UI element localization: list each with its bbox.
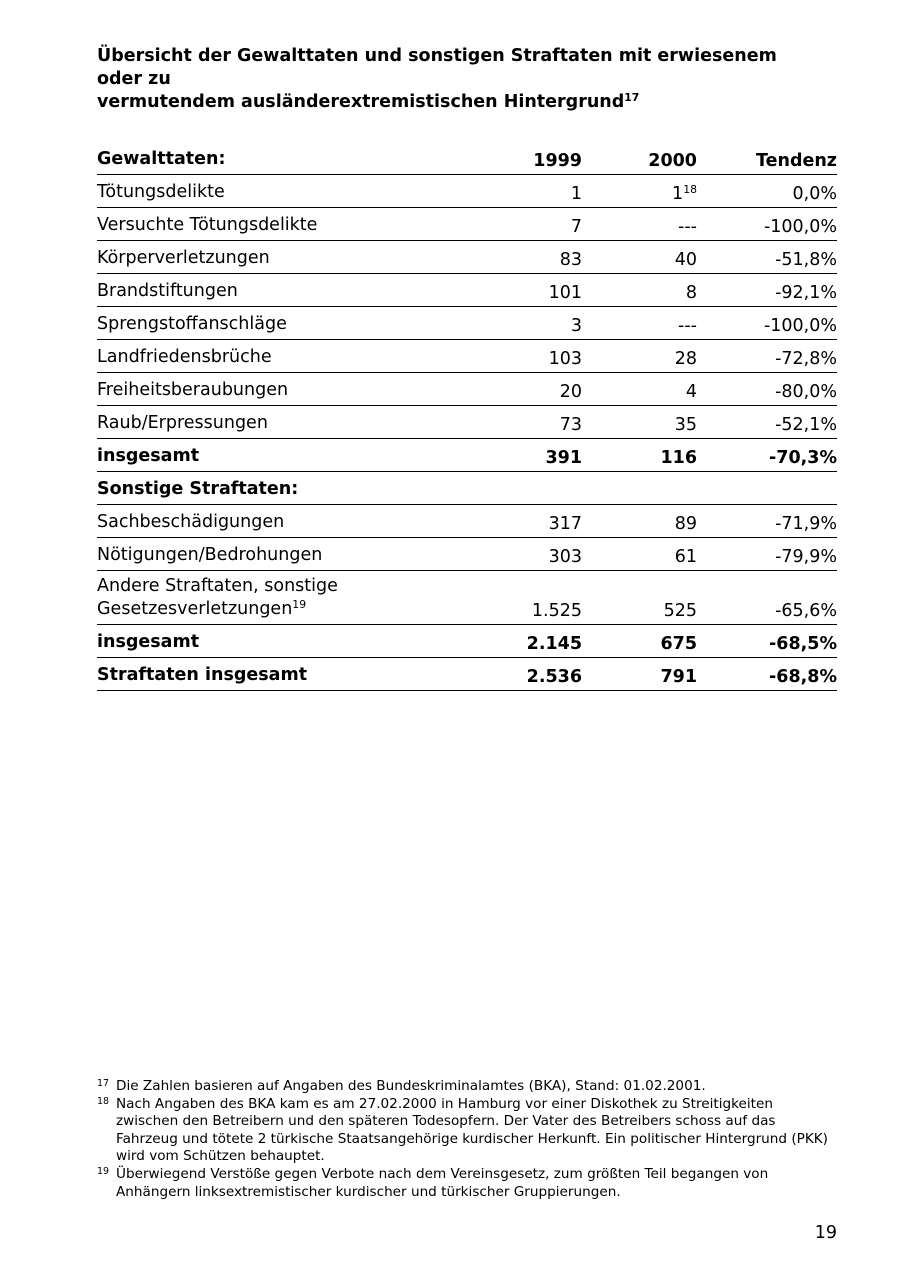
header-2000: 2000 bbox=[582, 142, 697, 175]
row-trend: -80,0% bbox=[697, 373, 837, 406]
table-row bbox=[97, 274, 837, 307]
row-label bbox=[97, 571, 497, 625]
row-label: Raub/Erpressungen bbox=[97, 406, 497, 439]
row-label-line-2: Gesetzesverletzungen bbox=[97, 599, 293, 619]
row-value-2000: --- bbox=[582, 307, 697, 340]
row-label: insgesamt bbox=[97, 625, 497, 658]
row-value-2000: 675 bbox=[582, 625, 697, 658]
row-label-line-1: Andere Straftaten, sonstige bbox=[97, 576, 338, 596]
section-heading: Sonstige Straftaten: bbox=[97, 472, 497, 505]
header-1999: 1999 bbox=[497, 142, 582, 175]
header-category: Gewalttaten: bbox=[97, 142, 497, 175]
grand-total-row bbox=[97, 658, 837, 691]
table-row bbox=[97, 571, 837, 625]
table-row bbox=[97, 538, 837, 571]
row-value-2000: 8 bbox=[582, 274, 697, 307]
row-trend: -100,0% bbox=[697, 208, 837, 241]
row-trend: -70,3% bbox=[697, 439, 837, 472]
footnote-number: 17 bbox=[97, 1078, 110, 1089]
table-row bbox=[97, 241, 837, 274]
row-label: insgesamt bbox=[97, 439, 497, 472]
row-value-1999: 1 bbox=[497, 175, 582, 208]
table-row bbox=[97, 505, 837, 538]
row-trend: -68,8% bbox=[697, 658, 837, 691]
row-label: Freiheitsberaubungen bbox=[97, 373, 497, 406]
row-value-1999: 103 bbox=[497, 340, 582, 373]
row-value-2000: 28 bbox=[582, 340, 697, 373]
row-label: Landfriedensbrüche bbox=[97, 340, 497, 373]
page-number: 19 bbox=[814, 1223, 837, 1243]
row-label: Sachbeschädigungen bbox=[97, 505, 497, 538]
row-trend: -51,8% bbox=[697, 241, 837, 274]
row-value-1999: 2.536 bbox=[497, 658, 582, 691]
row-value-2000: 61 bbox=[582, 538, 697, 571]
row-trend: -68,5% bbox=[697, 625, 837, 658]
footnote-ref-17: 17 bbox=[624, 91, 640, 105]
row-value-2000: 40 bbox=[582, 241, 697, 274]
row-value-1999: 3 bbox=[497, 307, 582, 340]
row-trend: 0,0% bbox=[697, 175, 837, 208]
row-value-2000 bbox=[582, 175, 697, 208]
table-row bbox=[97, 175, 837, 208]
row-value-1999: 73 bbox=[497, 406, 582, 439]
row-trend: -65,6% bbox=[697, 571, 837, 625]
row-trend: -52,1% bbox=[697, 406, 837, 439]
footnote-19 bbox=[97, 1166, 829, 1201]
title-line-2: vermutendem ausländerextremistischen Hintergrund bbox=[97, 92, 625, 112]
footnote-number: 18 bbox=[97, 1095, 110, 1107]
row-trend: -72,8% bbox=[697, 340, 837, 373]
row-value-1999: 391 bbox=[497, 439, 582, 472]
violent-total-row bbox=[97, 439, 837, 472]
row-value-2000: 791 bbox=[582, 658, 697, 691]
table-row bbox=[97, 307, 837, 340]
footnote-ref-18: 18 bbox=[683, 183, 697, 197]
crime-statistics-table bbox=[97, 142, 837, 691]
footnote-number: 19 bbox=[97, 1165, 110, 1177]
row-value-1999: 2.145 bbox=[497, 625, 582, 658]
row-trend: -92,1% bbox=[697, 274, 837, 307]
row-trend: -100,0% bbox=[697, 307, 837, 340]
footnotes bbox=[97, 1078, 829, 1201]
row-label: Körperverletzungen bbox=[97, 241, 497, 274]
row-value-2000: 4 bbox=[582, 373, 697, 406]
footnote-text: Überwiegend Verstöße gegen Verbote nach dem Vereinsgesetz, zum größten Teil begangen von Anhängern linksextremistischer kurdischer und türkischer Gruppierungen. bbox=[116, 1165, 769, 1200]
row-value-2000: 35 bbox=[582, 406, 697, 439]
table-row bbox=[97, 340, 837, 373]
footnote-17 bbox=[97, 1078, 829, 1096]
other-total-row bbox=[97, 625, 837, 658]
footnote-text: Die Zahlen basieren auf Angaben des Bundeskriminalamtes (BKA), Stand: 01.02.2001. bbox=[116, 1078, 706, 1094]
row-value-2000: 116 bbox=[582, 439, 697, 472]
row-value-1999: 101 bbox=[497, 274, 582, 307]
row-label: Brandstiftungen bbox=[97, 274, 497, 307]
row-value-1999: 1.525 bbox=[497, 571, 582, 625]
footnote-ref-19: 19 bbox=[292, 598, 307, 612]
row-label: Sprengstoffanschläge bbox=[97, 307, 497, 340]
row-value-1999: 317 bbox=[497, 505, 582, 538]
table-row bbox=[97, 208, 837, 241]
row-value-1999: 20 bbox=[497, 373, 582, 406]
table-header-row bbox=[97, 142, 837, 175]
row-value-2000: 89 bbox=[582, 505, 697, 538]
row-value-1999: 83 bbox=[497, 241, 582, 274]
table-row bbox=[97, 373, 837, 406]
footnote-18 bbox=[97, 1096, 829, 1166]
row-value-2000: --- bbox=[582, 208, 697, 241]
row-value-1999: 7 bbox=[497, 208, 582, 241]
title-line-1: Übersicht der Gewalttaten und sonstigen Straftaten mit erwiesenem oder zu bbox=[97, 46, 777, 89]
row-value-1999: 303 bbox=[497, 538, 582, 571]
row-value-2000: 525 bbox=[582, 571, 697, 625]
other-offences-header-row bbox=[97, 472, 837, 505]
header-trend: Tendenz bbox=[697, 142, 837, 175]
row-label: Straftaten insgesamt bbox=[97, 658, 497, 691]
footnote-text: Nach Angaben des BKA kam es am 27.02.2000 in Hamburg vor einer Diskothek zu Streitigkeiten zwischen den Betreibern und den späteren Todesopfern. Der Vater des Betreibers schoss auf das Fahrzeug und tötete 2 türkische Staatsangehörige kurdischer Herkunft. Ein politischer Hintergrund (PKK) wird vom Schützen behauptet. bbox=[116, 1095, 828, 1165]
row-trend: -79,9% bbox=[697, 538, 837, 571]
row-label: Versuchte Tötungsdelikte bbox=[97, 208, 497, 241]
page-title bbox=[97, 45, 817, 114]
row-value-2000-number: 1 bbox=[672, 184, 684, 204]
row-trend: -71,9% bbox=[697, 505, 837, 538]
row-label: Nötigungen/Bedrohungen bbox=[97, 538, 497, 571]
row-label: Tötungsdelikte bbox=[97, 175, 497, 208]
table-row bbox=[97, 406, 837, 439]
